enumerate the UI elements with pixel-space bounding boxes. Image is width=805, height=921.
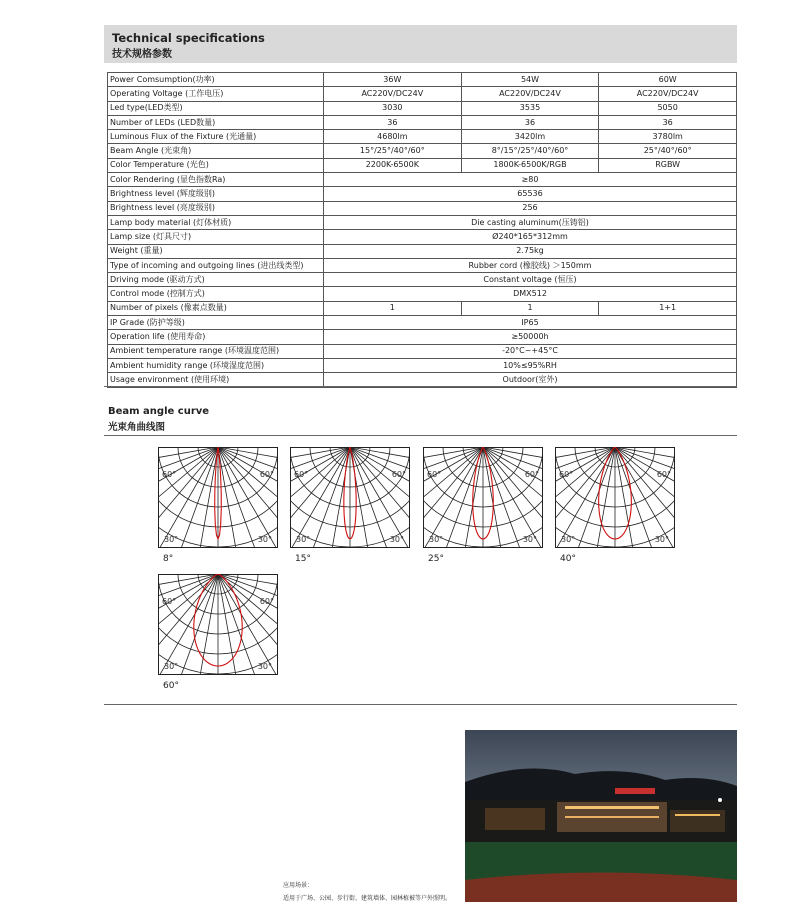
spec-row [108, 130, 737, 144]
spec-value: 2200K-6500K [324, 158, 462, 172]
polar-angle-label: 60° [259, 470, 274, 479]
spec-value: 2.75kg [324, 244, 737, 258]
application-title: 应用场景： [283, 882, 314, 889]
spec-value: 3535 [461, 101, 599, 115]
spec-row [108, 244, 737, 258]
spec-value: 36 [599, 115, 737, 129]
spec-value: Ø240*165*312mm [324, 230, 737, 244]
spec-value: 256 [324, 201, 737, 215]
divider [104, 435, 737, 436]
spec-label: Usage environment (使用环境) [108, 373, 324, 387]
spec-label: Weight (重量) [108, 244, 324, 258]
spec-header-bar [104, 25, 737, 63]
spec-label: Ambient temperature range (环境温度范围) [108, 344, 324, 358]
spec-row [108, 101, 737, 115]
spec-label: Lamp body material (灯体材质) [108, 215, 324, 229]
polar-angle-label: 30° [561, 535, 576, 544]
beam-angle-caption: 60° [163, 681, 179, 691]
spec-value: 3420lm [461, 130, 599, 144]
spec-label: Ambient humidity range (环境湿度范围) [108, 358, 324, 372]
spec-value: 4680lm [324, 130, 462, 144]
spec-value: ≥80 [324, 173, 737, 187]
spec-value: 36 [324, 115, 462, 129]
spec-label: Lamp size (灯具尺寸) [108, 230, 324, 244]
spec-value: 60W [599, 73, 737, 87]
spec-row [108, 287, 737, 301]
spec-row [108, 358, 737, 372]
spec-value: DMX512 [324, 287, 737, 301]
divider [104, 386, 737, 387]
spec-label: Color Rendering (显色指数Ra) [108, 173, 324, 187]
spec-value: Rubber cord (橡胶线) ＞150mm [324, 258, 737, 272]
spec-row [108, 73, 737, 87]
spec-value: 1 [324, 301, 462, 315]
spec-value: 1+1 [599, 301, 737, 315]
beam-curve-chart [158, 574, 278, 679]
spec-row [108, 258, 737, 272]
polar-angle-label: 60° [524, 470, 539, 479]
spec-value: Outdoor(室外) [324, 373, 737, 387]
beam-curve-chart [290, 447, 410, 552]
spec-row [108, 316, 737, 330]
polar-angle-label: 30° [164, 662, 179, 671]
spec-row [108, 187, 737, 201]
spec-value: 15°/25°/40°/60° [324, 144, 462, 158]
spec-row [108, 344, 737, 358]
polar-angle-label: 60° [656, 470, 671, 479]
spec-value: Constant voltage (恒压) [324, 273, 737, 287]
polar-angle-label: 60° [559, 470, 574, 479]
spec-value: 5050 [599, 101, 737, 115]
polar-angle-label: 30° [296, 535, 311, 544]
spec-label: Number of pixels (像素点数量) [108, 301, 324, 315]
spec-label: Driving mode (驱动方式) [108, 273, 324, 287]
spec-value: 3030 [324, 101, 462, 115]
spec-value: 1 [461, 301, 599, 315]
spec-row [108, 115, 737, 129]
spec-row [108, 158, 737, 172]
spec-value: Die casting aluminum(压铸铝) [324, 215, 737, 229]
spec-value: AC220V/DC24V [599, 87, 737, 101]
spec-value: -20°C~+45°C [324, 344, 737, 358]
spec-label: IP Grade (防护等级) [108, 316, 324, 330]
spec-label: Beam Angle (光束角) [108, 144, 324, 158]
spec-value: 10%≤95%RH [324, 358, 737, 372]
polar-angle-label: 30° [257, 662, 272, 671]
beam-section-title-en: Beam angle curve [108, 406, 210, 417]
polar-angle-label: 60° [259, 597, 274, 606]
polar-angle-label: 30° [389, 535, 404, 544]
spec-label: Operating Voltage (工作电压) [108, 87, 324, 101]
spec-row [108, 301, 737, 315]
spec-value: 8°/15°/25°/40°/60° [461, 144, 599, 158]
night-scene-photo [465, 730, 737, 902]
polar-angle-label: 30° [257, 535, 272, 544]
beam-angle-caption: 8° [163, 554, 174, 564]
spec-label: Brightness level (亮度级别) [108, 201, 324, 215]
spec-row [108, 273, 737, 287]
spec-value: 54W [461, 73, 599, 87]
spec-title-cn: 技术规格参数 [112, 49, 172, 60]
spec-value: IP65 [324, 316, 737, 330]
spec-label: Luminous Flux of the Fixture (光通量) [108, 130, 324, 144]
spec-value: 1800K-6500K/RGB [461, 158, 599, 172]
beam-section-title-cn: 光束角曲线图 [108, 422, 166, 433]
spec-row [108, 215, 737, 229]
spec-label: Number of LEDs (LED数量) [108, 115, 324, 129]
spec-row [108, 201, 737, 215]
polar-angle-label: 60° [427, 470, 442, 479]
application-text: 适用于广场、公园、步行街、建筑墙体、园林植被等户外照明。 [283, 895, 452, 902]
spec-label: Type of incoming and outgoing lines (进出线类型) [108, 258, 324, 272]
beam-curve-chart [158, 447, 278, 552]
spec-row [108, 87, 737, 101]
spec-value: 3780lm [599, 130, 737, 144]
spec-value: 36W [324, 73, 462, 87]
beam-curve-chart [555, 447, 675, 552]
beam-angle-caption: 40° [560, 554, 576, 564]
spec-label: Led type(LED类型) [108, 101, 324, 115]
spec-row [108, 330, 737, 344]
spec-row [108, 173, 737, 187]
spec-value: AC220V/DC24V [461, 87, 599, 101]
spec-label: Operation life (使用寿命) [108, 330, 324, 344]
spec-value: AC220V/DC24V [324, 87, 462, 101]
spec-row [108, 373, 737, 387]
polar-angle-label: 60° [162, 470, 177, 479]
beam-curve-chart [423, 447, 543, 552]
spec-title-en: Technical specifications [112, 31, 265, 45]
spec-row [108, 144, 737, 158]
polar-angle-label: 30° [654, 535, 669, 544]
spec-value: ≥50000h [324, 330, 737, 344]
divider [104, 704, 737, 705]
spec-value: 65536 [324, 187, 737, 201]
spec-value: 25°/40°/60° [599, 144, 737, 158]
spec-label: Brightness level (辉度级别) [108, 187, 324, 201]
polar-angle-label: 30° [429, 535, 444, 544]
spec-table [107, 72, 737, 388]
spec-value: RGBW [599, 158, 737, 172]
spec-row [108, 230, 737, 244]
polar-angle-label: 30° [522, 535, 537, 544]
spec-label: Color Temperature (光色) [108, 158, 324, 172]
spec-label: Power Comsumption(功率) [108, 73, 324, 87]
polar-angle-label: 60° [294, 470, 309, 479]
polar-angle-label: 30° [164, 535, 179, 544]
beam-angle-caption: 15° [295, 554, 311, 564]
polar-angle-label: 60° [162, 597, 177, 606]
beam-angle-caption: 25° [428, 554, 444, 564]
polar-angle-label: 60° [391, 470, 406, 479]
spec-value: 36 [461, 115, 599, 129]
spec-label: Control mode (控制方式) [108, 287, 324, 301]
